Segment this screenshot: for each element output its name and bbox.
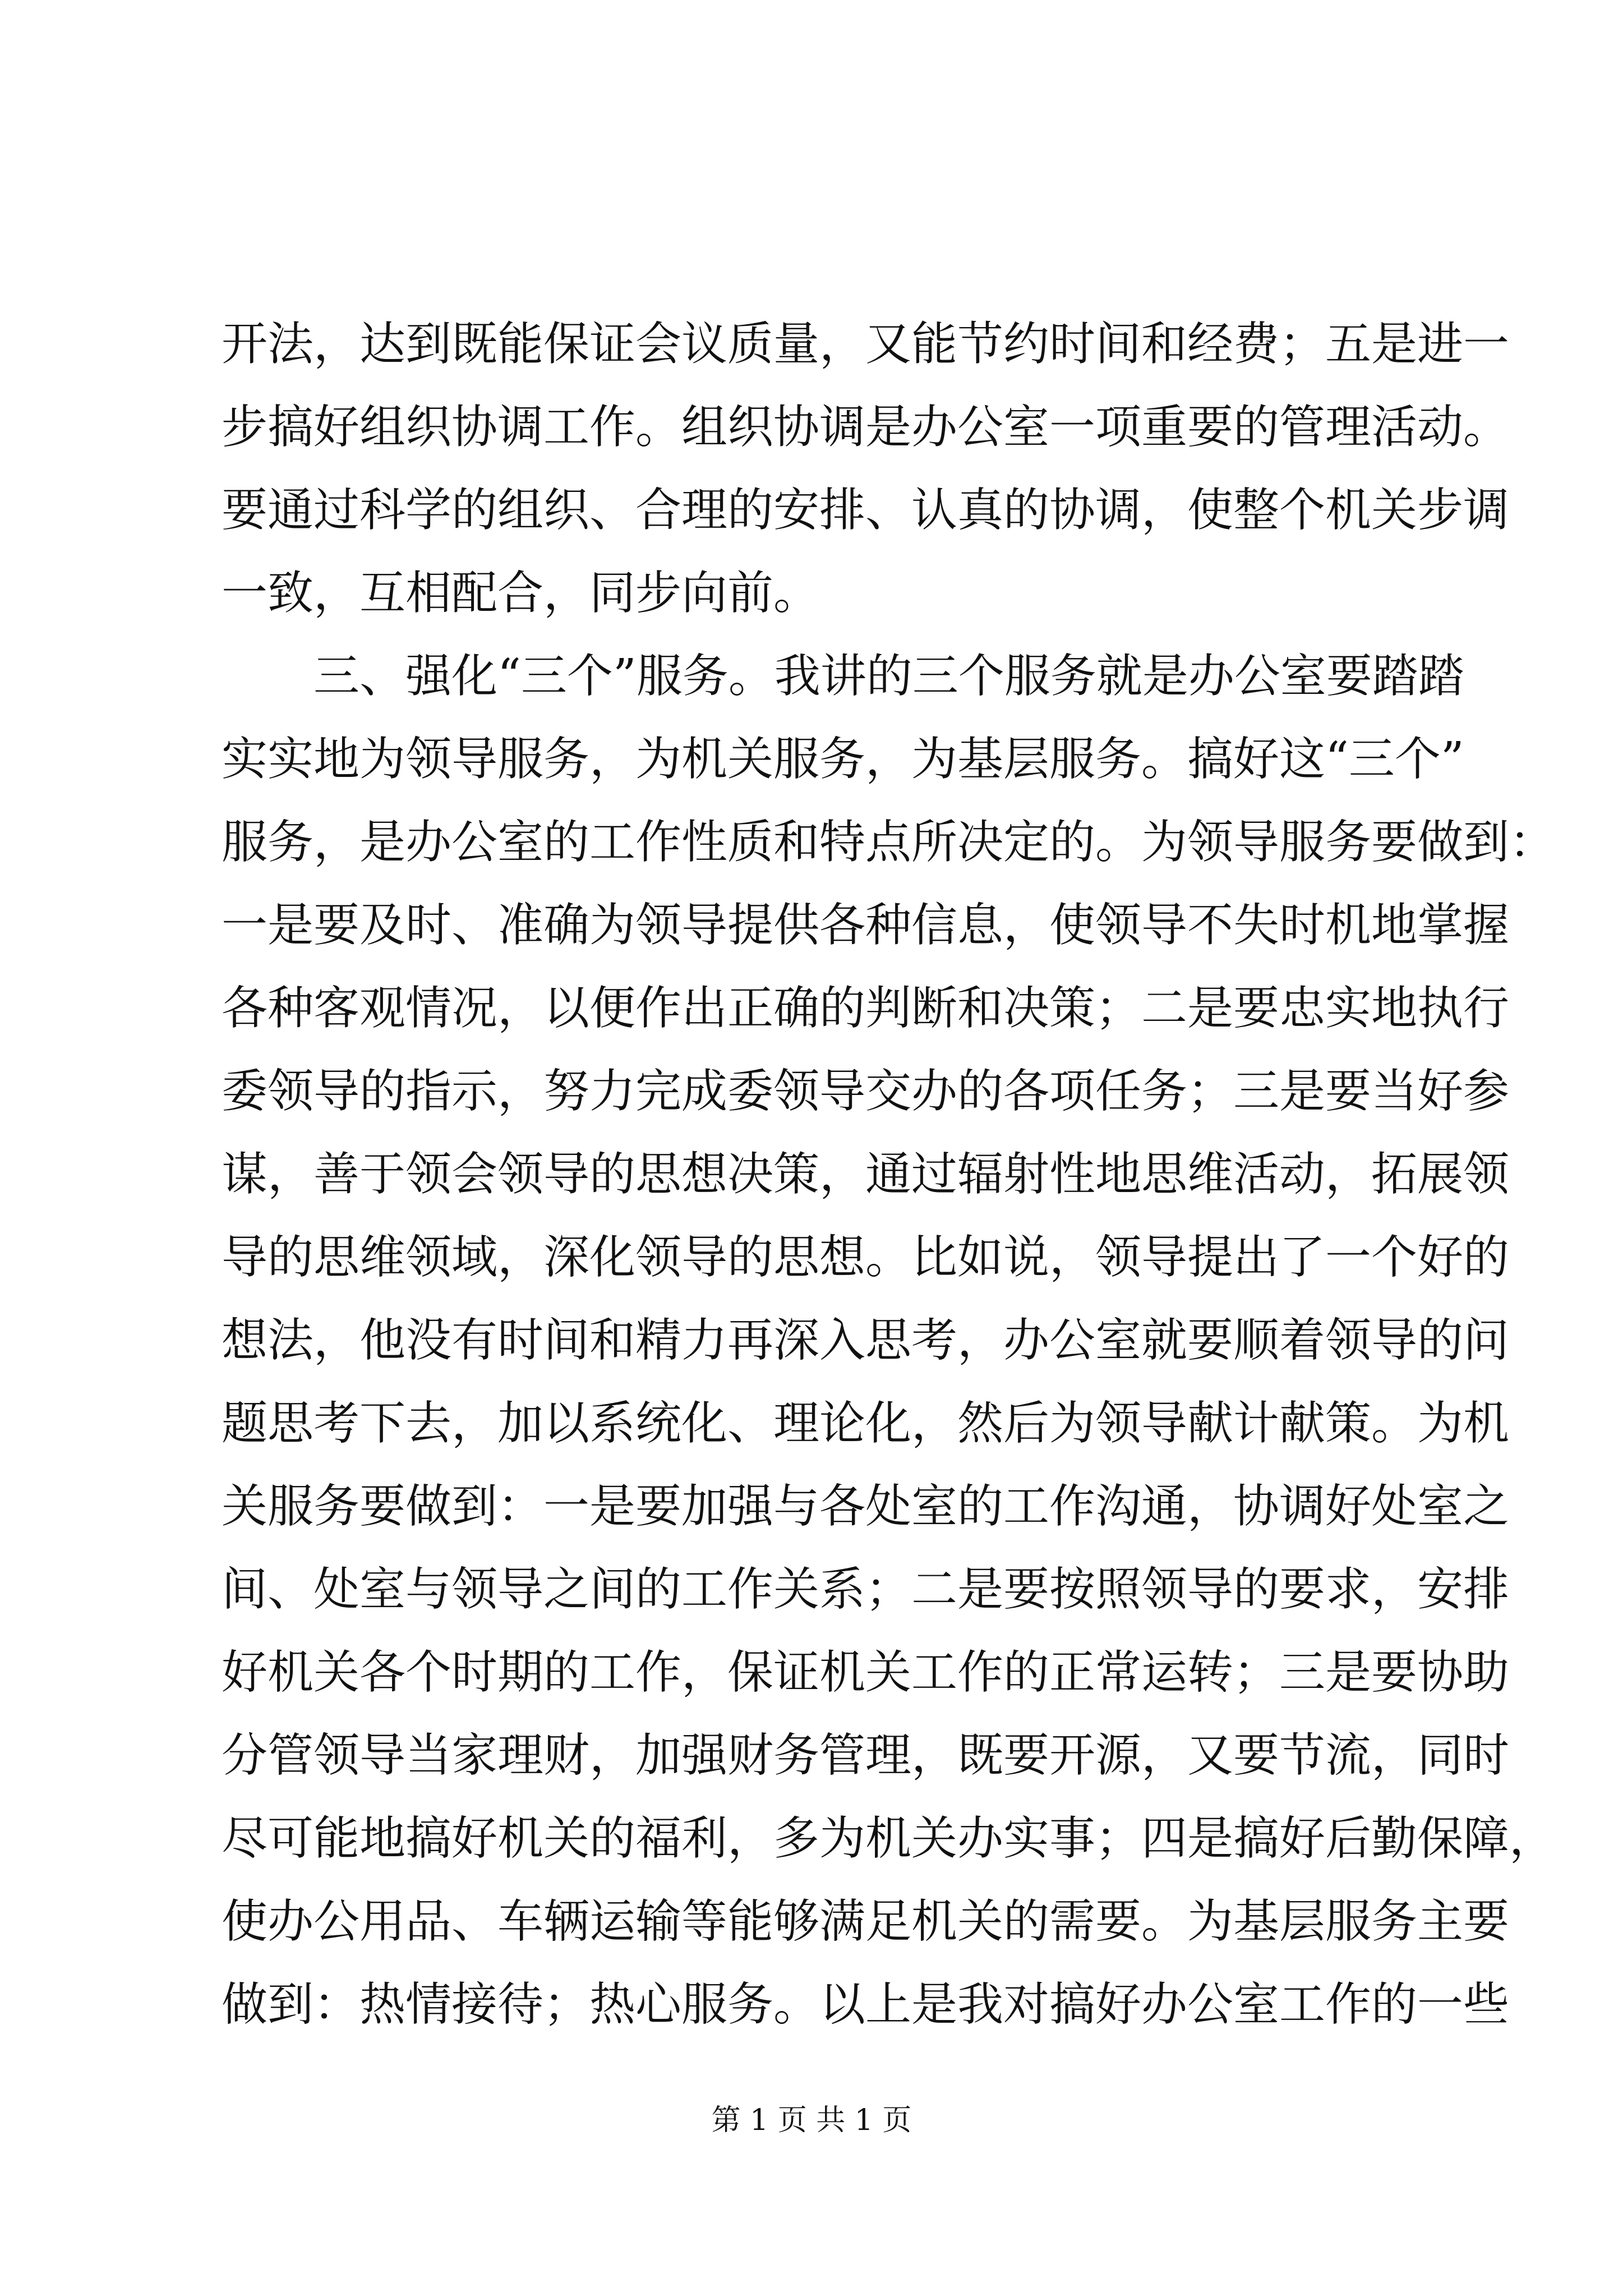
document-body xyxy=(222,303,1556,2046)
text-line: 实实地为领导服务，为机关服务，为基层服务。搞好这“三个” xyxy=(222,733,1464,786)
text-line: 一致，互相配合，同步向前。 xyxy=(222,567,820,620)
text-line: 关服务要做到：一是要加强与各处室的工作沟通，协调好处室之 xyxy=(222,1480,1510,1533)
text-line: 步搞好组织协调工作。组织协调是办公室一项重要的管理活动。 xyxy=(222,401,1510,454)
text-line: 委领导的指示，努力完成委领导交办的各项任务；三是要当好参 xyxy=(222,1065,1510,1118)
text-line: 分管领导当家理财，加强财务管理，既要开源，又要节流，同时 xyxy=(222,1729,1510,1782)
text-line: 题思考下去，加以系统化、理论化，然后为领导献计献策。为机 xyxy=(222,1397,1510,1450)
text-line: 要通过科学的组织、合理的安排、认真的协调，使整个机关步调 xyxy=(222,484,1510,537)
text-line: 一是要及时、准确为领导提供各种信息，使领导不失时机地掌握 xyxy=(222,899,1510,952)
text-line: 服务，是办公室的工作性质和特点所决定的。为领导服务要做到： xyxy=(222,816,1556,869)
text-line: 间、处室与领导之间的工作关系；二是要按照领导的要求，安排 xyxy=(222,1563,1510,1616)
text-line: 好机关各个时期的工作，保证机关工作的正常运转；三是要协助 xyxy=(222,1646,1510,1699)
text-line: 做到：热情接待；热心服务。以上是我对搞好办公室工作的一些 xyxy=(222,1978,1510,2031)
page-footer: 第 1 页 共 1 页 xyxy=(711,2104,912,2137)
text-line: 谋，善于领会领导的思想决策，通过辐射性地思维活动，拓展领 xyxy=(222,1148,1510,1201)
text-line: 尽可能地搞好机关的福利，多为机关办实事；四是搞好后勤保障， xyxy=(222,1812,1556,1865)
text-line: 使办公用品、车辆运输等能够满足机关的需要。为基层服务主要 xyxy=(222,1895,1510,1948)
text-line: 各种客观情况，以便作出正确的判断和决策；二是要忠实地执行 xyxy=(222,982,1510,1035)
text-line: 三、强化“三个”服务。我讲的三个服务就是办公室要踏踏 xyxy=(313,650,1464,703)
text-line: 开法，达到既能保证会议质量，又能节约时间和经费；五是进一 xyxy=(222,318,1510,371)
text-line: 导的思维领域，深化领导的思想。比如说，领导提出了一个好的 xyxy=(222,1231,1510,1284)
text-line: 想法，他没有时间和精力再深入思考，办公室就要顺着领导的问 xyxy=(222,1314,1510,1367)
